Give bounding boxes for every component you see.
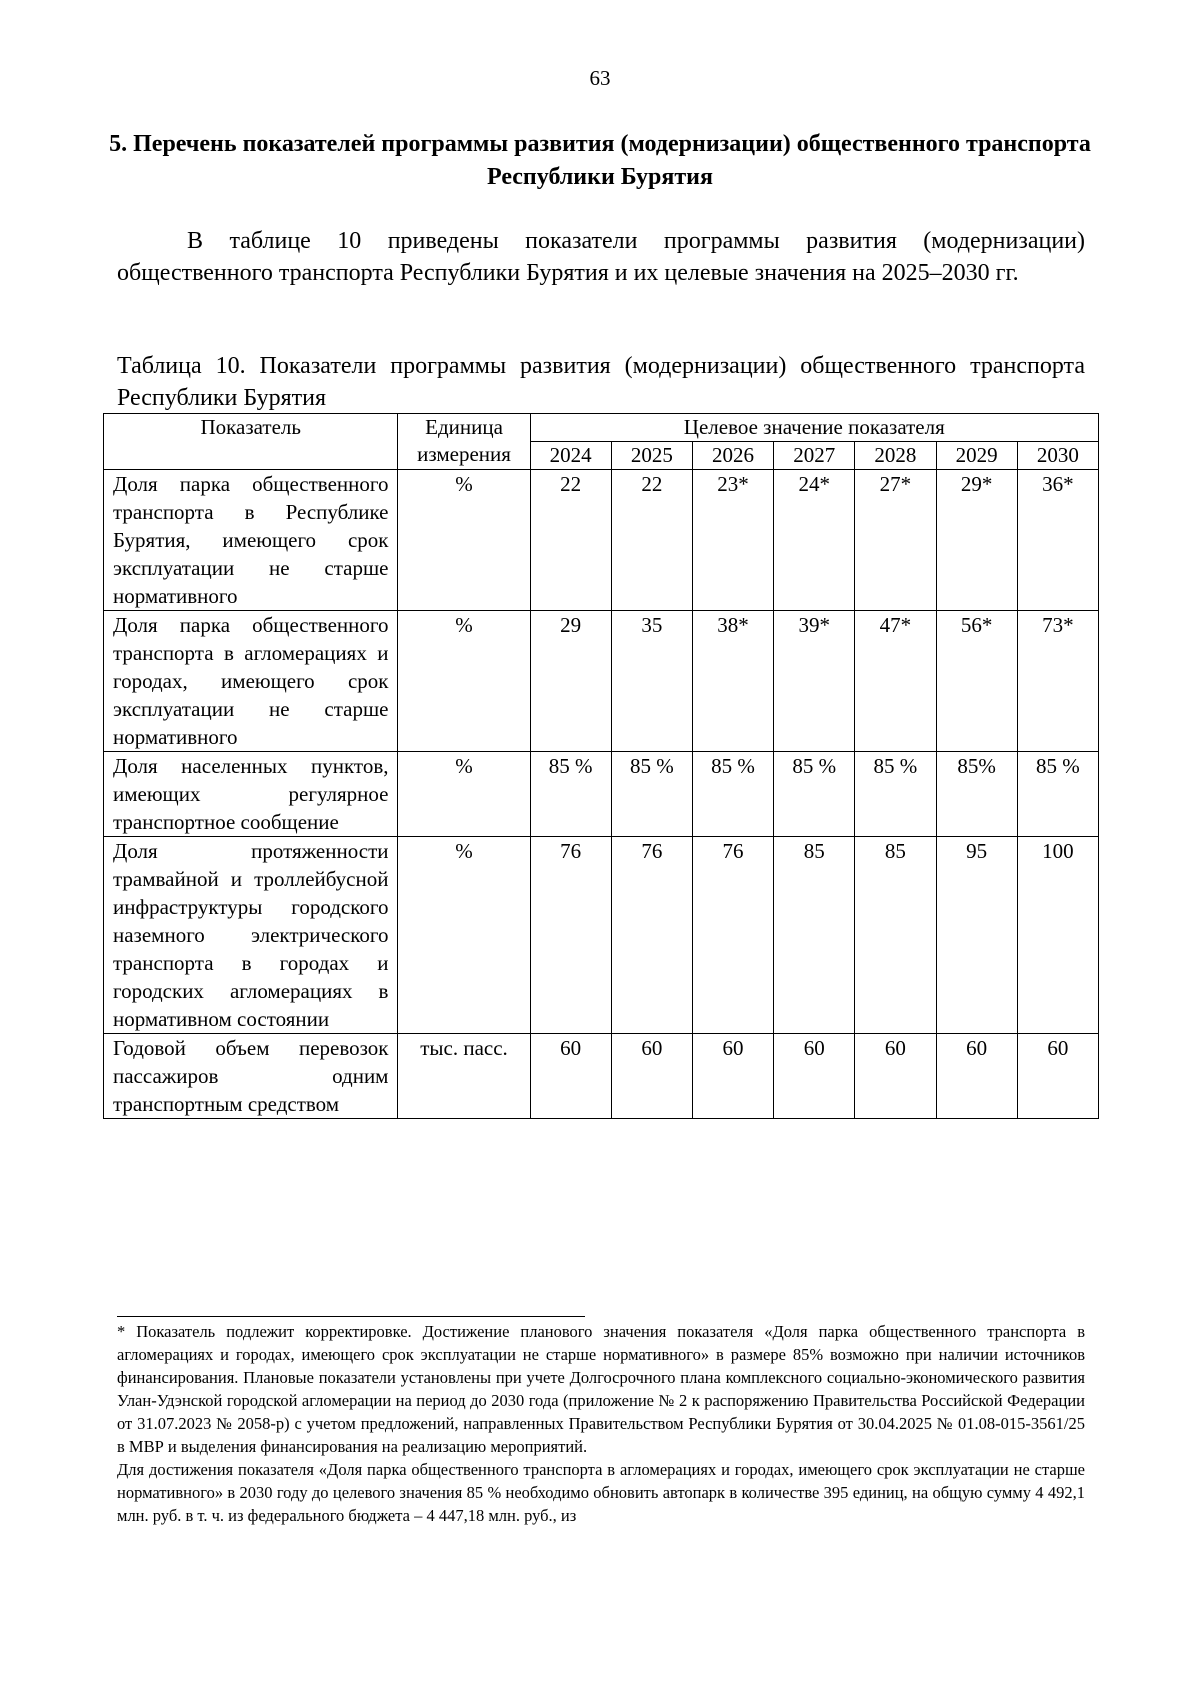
value-cell: 95	[936, 837, 1017, 1034]
header-target-value: Целевое значение показателя	[530, 414, 1098, 442]
value-cell: 39*	[774, 611, 855, 752]
indicator-cell: Доля протяженности трамвайной и троллейбусной инфраструктуры городского наземного электрического транспорта в городах и городских агломерациях в нормативном состоянии	[104, 837, 398, 1034]
value-cell: 22	[530, 470, 611, 611]
section-heading: 5. Перечень показателей программы развития (модернизации) общественного транспорта Республики Бурятия	[109, 131, 1091, 190]
value-cell: 38*	[692, 611, 773, 752]
value-cell: 60	[530, 1034, 611, 1119]
footnote-continuation: Для достижения показателя «Доля парка общественного транспорта в агломерациях и городах, имеющего срок эксплуатации не старше нормативного» в 2030 году до целевого значения 85 % необходимо обновить автопарк в количестве 395 единиц, на общую сумму 4 492,1 млн. руб. в т. ч. из федерального бюджета – 4 447,18 млн. руб., из	[117, 1460, 1085, 1525]
value-cell: 60	[692, 1034, 773, 1119]
value-cell: 85 %	[692, 752, 773, 837]
value-cell: 23*	[692, 470, 773, 611]
value-cell: 85 %	[1017, 752, 1098, 837]
year-header: 2026	[692, 442, 773, 470]
intro-paragraph: В таблице 10 приведены показатели программы развития (модернизации) общественного транспорта Республики Бурятия и их целевые значения на 2025–2030 гг.	[117, 228, 1085, 286]
table-row	[104, 611, 1099, 752]
unit-cell: тыс. пасс.	[398, 1034, 530, 1119]
value-cell: 100	[1017, 837, 1098, 1034]
value-cell: 24*	[774, 470, 855, 611]
value-cell: 35	[611, 611, 692, 752]
footnote-asterisk: * Показатель подлежит корректировке. Достижение планового значения показателя «Доля парка общественного транспорта в агломерациях и городах, имеющего срок эксплуатации не старше нормативного» в размере 85% возможно при наличии источников финансирования. Плановые показатели установлены при учете Долгосрочного плана комплексного социально-экономического развития Улан-Удэнской городской агломерации на период до 2030 года (приложение № 2 к распоряжению Правительства Российской Федерации от 31.07.2023 № 2058-р) с учетом предложений, направленных Правительством Республики Бурятия от 30.04.2025 № 01.08-015-3561/25 в МВР и выделения финансирования на реализацию мероприятий.	[117, 1322, 1085, 1456]
year-header: 2029	[936, 442, 1017, 470]
value-cell: 85 %	[855, 752, 936, 837]
value-cell: 36*	[1017, 470, 1098, 611]
value-cell: 22	[611, 470, 692, 611]
value-cell: 85 %	[611, 752, 692, 837]
value-cell: 76	[530, 837, 611, 1034]
indicator-cell: Годовой объем перевозок пассажиров одним транспортным средством	[104, 1034, 398, 1119]
value-cell: 85 %	[530, 752, 611, 837]
value-cell: 60	[774, 1034, 855, 1119]
unit-cell: %	[398, 837, 530, 1034]
value-cell: 76	[611, 837, 692, 1034]
value-cell: 85%	[936, 752, 1017, 837]
footnotes	[117, 1320, 1085, 1527]
indicators-table	[103, 413, 1099, 1119]
value-cell: 29*	[936, 470, 1017, 611]
header-unit: Единица измерения	[398, 414, 530, 470]
value-cell: 56*	[936, 611, 1017, 752]
table-row	[104, 470, 1099, 611]
table-row	[104, 752, 1099, 837]
value-cell: 47*	[855, 611, 936, 752]
year-header: 2030	[1017, 442, 1098, 470]
value-cell: 27*	[855, 470, 936, 611]
value-cell: 60	[855, 1034, 936, 1119]
unit-cell: %	[398, 752, 530, 837]
indicator-cell: Доля парка общественного транспорта в Республике Бурятия, имеющего срок эксплуатации не старше нормативного	[104, 470, 398, 611]
value-cell: 60	[1017, 1034, 1098, 1119]
header-indicator: Показатель	[104, 414, 398, 470]
value-cell: 85 %	[774, 752, 855, 837]
value-cell: 85	[774, 837, 855, 1034]
value-cell: 85	[855, 837, 936, 1034]
value-cell: 60	[936, 1034, 1017, 1119]
value-cell: 76	[692, 837, 773, 1034]
value-cell: 60	[611, 1034, 692, 1119]
value-cell: 29	[530, 611, 611, 752]
table-caption: Таблица 10. Показатели программы развития (модернизации) общественного транспорта Республики Бурятия	[117, 353, 1085, 411]
table-row	[104, 1034, 1099, 1119]
page-number: 63	[589, 66, 611, 90]
year-header: 2028	[855, 442, 936, 470]
indicator-cell: Доля населенных пунктов, имеющих регулярное транспортное сообщение	[104, 752, 398, 837]
value-cell: 73*	[1017, 611, 1098, 752]
table-header-row	[104, 414, 1099, 442]
year-header: 2025	[611, 442, 692, 470]
table-row	[104, 837, 1099, 1034]
year-header: 2024	[530, 442, 611, 470]
year-header: 2027	[774, 442, 855, 470]
footnote-separator	[117, 1316, 585, 1317]
indicator-cell: Доля парка общественного транспорта в агломерациях и городах, имеющего срок эксплуатации не старше нормативного	[104, 611, 398, 752]
unit-cell: %	[398, 611, 530, 752]
unit-cell: %	[398, 470, 530, 611]
